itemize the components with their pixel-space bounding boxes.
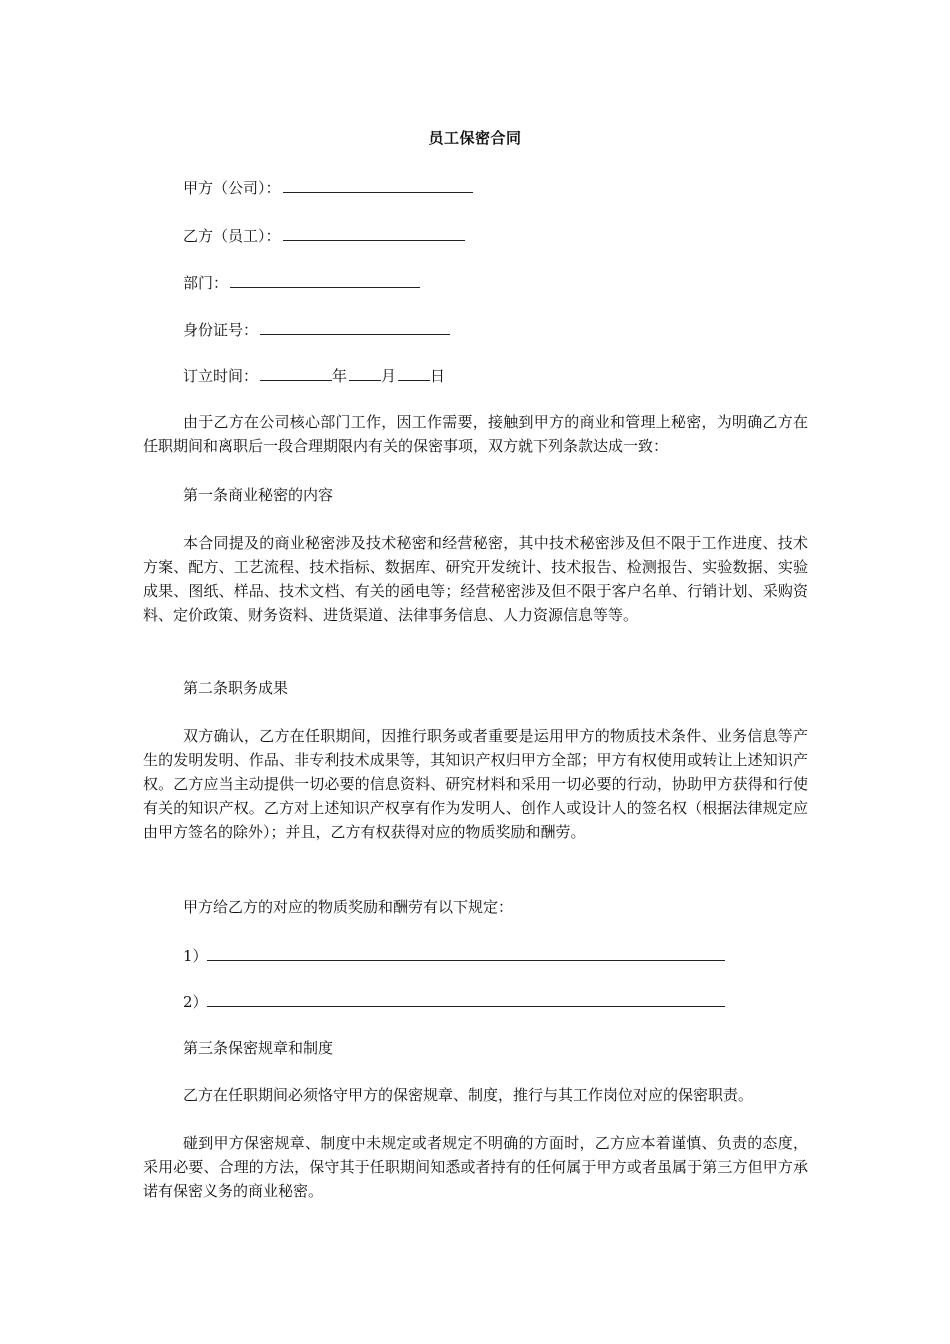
month-blank[interactable]	[349, 364, 381, 381]
department-label: 部门：	[183, 274, 229, 292]
year-blank[interactable]	[260, 364, 332, 381]
id-number-blank[interactable]	[260, 318, 450, 335]
article1-paragraph	[143, 531, 808, 627]
article2-paragraph	[143, 724, 808, 844]
party-b-field	[183, 224, 465, 247]
party-a-blank[interactable]	[283, 176, 473, 193]
party-b-label: 乙方（员工）：	[183, 227, 281, 245]
id-number-field	[183, 318, 450, 341]
reward-item-1	[183, 944, 725, 967]
department-blank[interactable]	[230, 271, 420, 288]
party-a-field	[183, 176, 473, 199]
article3-heading: 第三条保密规章和制度	[183, 1039, 334, 1057]
date-label: 订立时间：	[183, 367, 259, 385]
article2-body: 双方确认，乙方在任职期间，因推行职务或者重要是运用甲方的物质技术条件、业务信息等产生的发明发明、作品、非专利技术成果等，其知识产权归甲方全部；甲方有权使用或转让上述知识产权。乙方应当主动提供一切必要的信息资料、研究材料和采用一切必要的行动，协助甲方获得和行使有关的知识产权。乙方对上述知识产权享有作为发明人、创作人或设计人的签名权（根据法律规定应由甲方签名的除外）；并且，乙方有权获得对应的物质奖励和酬劳。	[143, 727, 808, 841]
id-number-label: 身份证号：	[183, 321, 259, 339]
document-title: 员工保密合同	[428, 129, 522, 147]
reward-item-1-blank[interactable]	[207, 944, 725, 961]
intro-text: 由于乙方在公司核心部门工作，因工作需要，接触到甲方的商业和管理上秘密，为明确乙方在任职期间和离职后一段合理期限内有关的保密事项，双方就下列条款达成一致：	[143, 413, 808, 455]
year-label: 年	[332, 367, 348, 385]
article1-heading: 第一条商业秘密的内容	[183, 486, 334, 504]
day-label: 日	[430, 367, 446, 385]
day-blank[interactable]	[398, 364, 430, 381]
party-a-label: 甲方（公司）：	[183, 179, 281, 197]
article3-body2: 碰到甲方保密规章、制度中未规定或者规定不明确的方面时，乙方应本着谨慎、负责的态度，采用必要、合理的方法，保守其于任职期间知悉或者持有的任何属于甲方或者虽属于第三方但甲方承诺有保密义务的商业秘密。	[143, 1134, 808, 1200]
article3-paragraph	[143, 1131, 808, 1203]
article1-body: 本合同提及的商业秘密涉及技术秘密和经营秘密，其中技术秘密涉及但不限于工作进度、技术方案、配方、工艺流程、技术指标、数据库、研究开发统计、技术报告、检测报告、实验数据、实验成果、图纸、样品、技术文档、有关的函电等；经营秘密涉及但不限于客户名单、行销计划、采购资料、定价政策、财务资料、进货渠道、法律事务信息、人力资源信息等等。	[143, 534, 808, 624]
reward-item-2	[183, 990, 725, 1013]
reward-intro: 甲方给乙方的对应的物质奖励和酬劳有以下规定：	[183, 898, 514, 916]
date-field	[183, 364, 445, 387]
intro-paragraph	[143, 410, 808, 458]
article2-heading: 第二条职务成果	[183, 679, 289, 697]
reward-item-2-number: 2）	[183, 993, 208, 1011]
department-field	[183, 271, 420, 294]
reward-item-1-number: 1）	[183, 947, 208, 965]
article3-body1: 乙方在任职期间必须恪守甲方的保密规章、制度，推行与其工作岗位对应的保密职责。	[183, 1086, 754, 1104]
party-b-blank[interactable]	[283, 224, 465, 241]
month-label: 月	[381, 367, 397, 385]
reward-item-2-blank[interactable]	[207, 990, 725, 1007]
